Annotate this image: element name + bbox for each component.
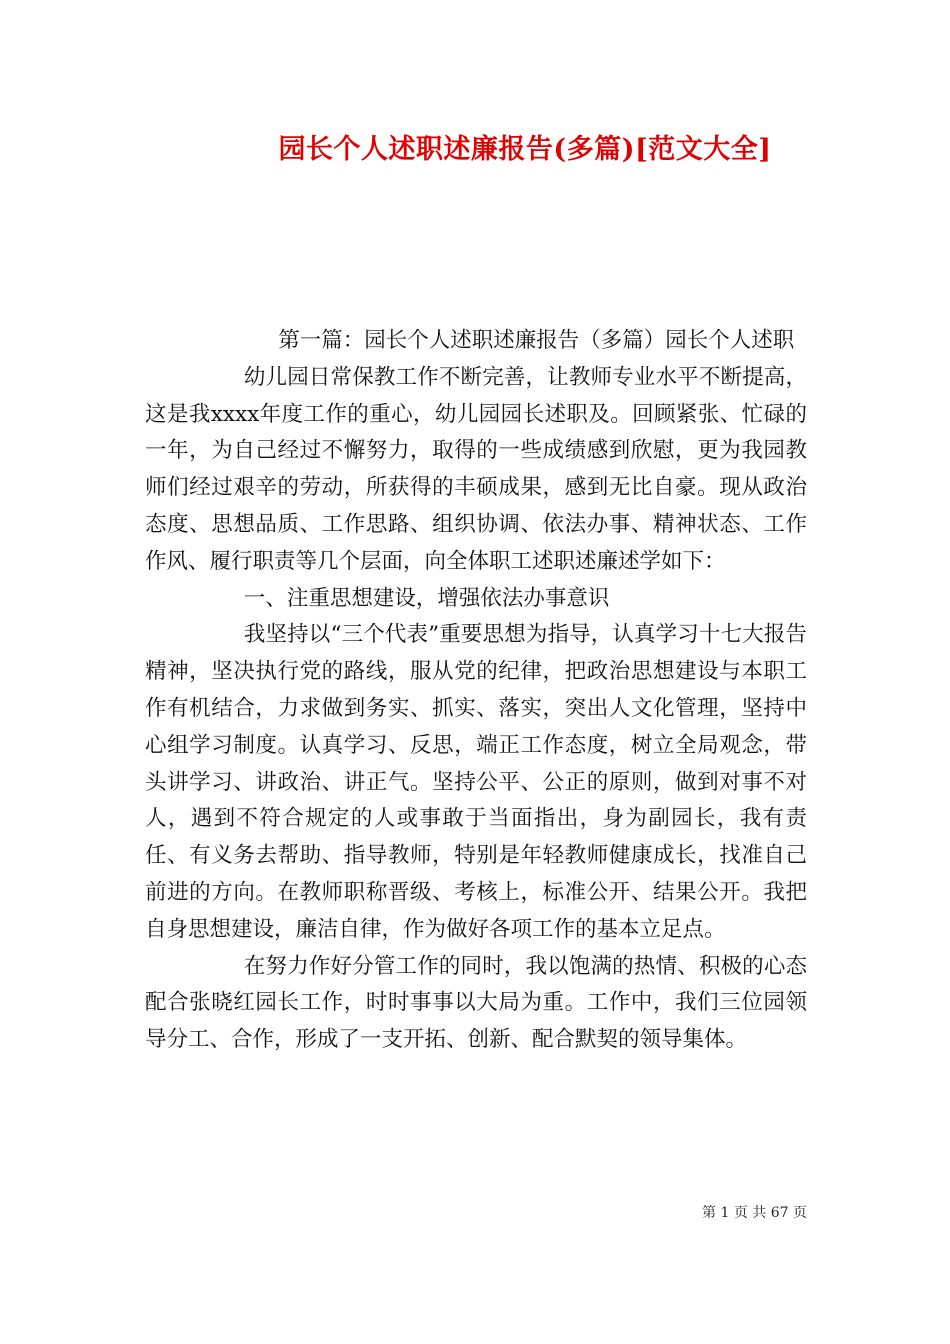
document-body bbox=[145, 323, 807, 1059]
section-heading: 一、注重思想建设，增强依法办事意识 bbox=[243, 585, 610, 611]
paragraph-cooperation: 在努力作好分管工作的同时，我以饱满的热情、积极的心态配合张晓红园长工作，时时事事以大局为重。工作中，我们三位园领导分工、合作，形成了一支开拓、创新、配合默契的领导集体。 bbox=[145, 953, 807, 1053]
document-title: 园长个人述职述廉报告(多篇)[范文大全] bbox=[278, 134, 772, 165]
paragraph-thought-building: 我坚持以“三个代表”重要思想为指导，认真学习十七大报告精神，坚决执行党的路线，服从党的纪律，把政治思想建设与本职工作有机结合，力求做到务实、抓实、落实，突出人文化管理，坚持中心组学习制度。认真学习、反思，端正工作态度，树立全局观念，带头讲学习、讲政治、讲正气。坚持公平、公正的原则，做到对事不对人，遇到不符合规定的人或事敢于当面指出，身为副园长，我有责任、有义务去帮助、指导教师，特别是年轻教师健康成长，找准自己前进的方向。在教师职称晋级、考核上，标准公开、结果公开。我把自身思想建设，廉洁自律，作为做好各项工作的基本立足点。 bbox=[145, 622, 807, 942]
paragraph-section-title: 第一篇：园长个人述职述廉报告（多篇）园长个人述职 bbox=[278, 328, 795, 353]
page-number: 第 1 页 共 67 页 bbox=[702, 1205, 807, 1221]
paragraph-intro: 幼儿园日常保教工作不断完善，让教师专业水平不断提高，这是我xxxx年度工作的重心，幼儿园园长述职及。回顾紧张、忙碌的一年，为自己经过不懈努力，取得的一些成绩感到欣慰，更为我园教师们经过艰辛的劳动，所获得的丰硕成果，感到无比自豪。现从政治态度、思想品质、工作思路、组织协调、依法办事、精神状态、工作作风、履行职责等几个层面，向全体职工述职述廉述学如下： bbox=[145, 364, 807, 574]
